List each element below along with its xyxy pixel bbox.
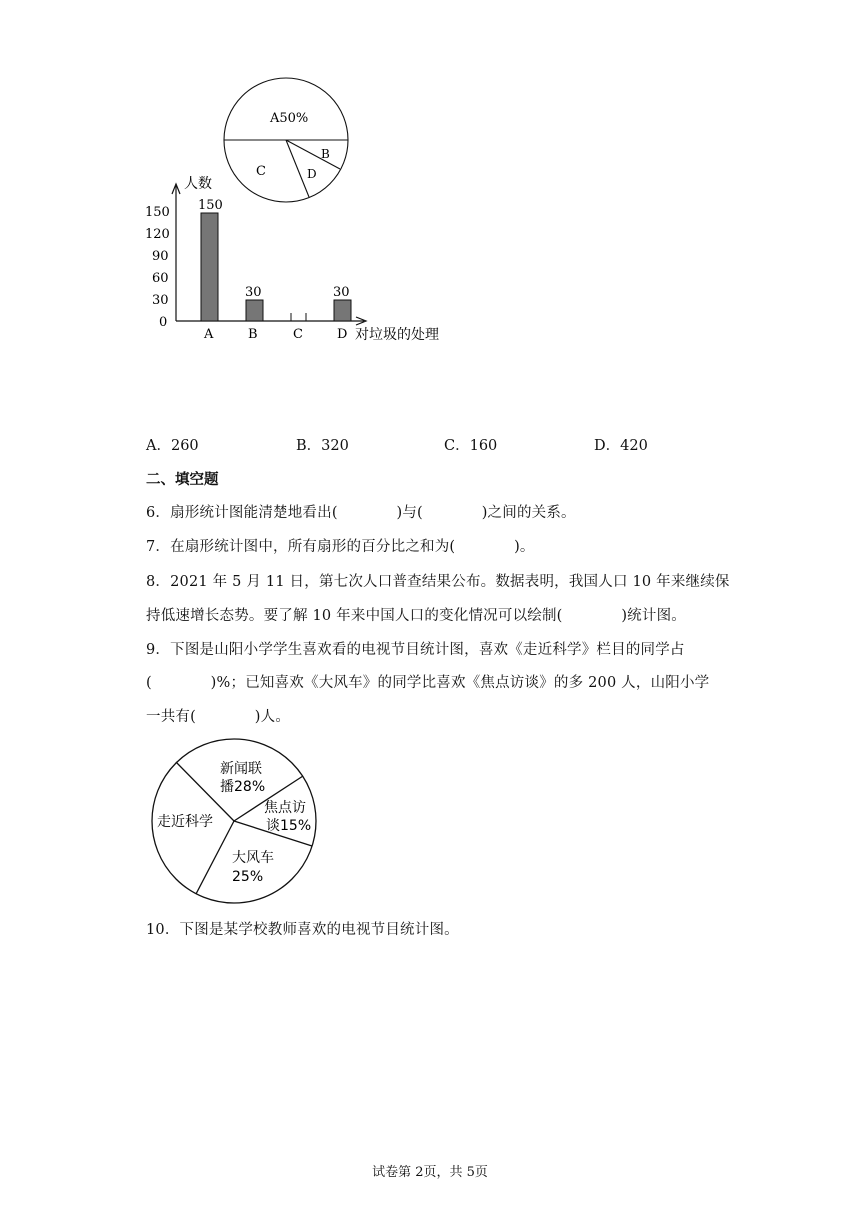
pie2-label-focus-2: 谈15% — [266, 818, 312, 834]
pie2-label-focus-1: 焦点访 — [264, 800, 306, 816]
question-8-line1: 8．2021 年 5 月 11 日，第七次人口普查结果公布。数据表明，我国人口 10 年来继续保 — [146, 574, 730, 590]
data-label-d: 30 — [333, 285, 350, 300]
y-tick-labels — [145, 205, 170, 330]
choice-b: B．320 — [296, 438, 349, 454]
question-8-line2: 持低速增长态势。要了解 10 年来中国人口的变化情况可以绘制( )统计图。 — [146, 608, 686, 624]
question-9-line2: ( )%；已知喜欢《大风车》的同学比喜欢《焦点访谈》的多 200 人，山阳小学 — [146, 675, 710, 691]
pie-label-a: A50% — [270, 111, 309, 126]
x-cat-b: B — [248, 327, 258, 342]
pie-chart-garbage — [224, 78, 348, 202]
tv-program-pie-chart — [146, 735, 326, 910]
pie-label-c: C — [256, 164, 266, 179]
x-cat-d: D — [337, 327, 348, 342]
pie2-label-windmill-1: 大风车 — [232, 850, 274, 866]
bar-a — [201, 213, 218, 321]
pie2-label-news-1: 新闻联 — [220, 761, 262, 777]
data-label-a: 150 — [198, 198, 223, 213]
choice-a: A．260 — [146, 438, 199, 454]
question-9-line3: 一共有( )人。 — [146, 709, 291, 725]
question-9-line1: 9．下图是山阳小学学生喜欢看的电视节目统计图，喜欢《走近科学》栏目的同学占 — [146, 642, 685, 658]
data-label-b: 30 — [245, 285, 262, 300]
page-footer: 试卷第 2页，共 5页 — [372, 1165, 488, 1180]
y-tick-60: 60 — [152, 271, 169, 286]
question-6: 6．扇形统计图能清楚地看出( )与( )之间的关系。 — [146, 505, 576, 521]
bar-ylabel: 人数 — [184, 176, 212, 192]
figure1-chart — [140, 70, 470, 355]
y-tick-150: 150 — [145, 205, 170, 220]
y-tick-0: 0 — [159, 315, 168, 330]
bar-xlabel: 对垃圾的处理 — [355, 327, 439, 343]
pie-label-b: B — [321, 147, 330, 161]
question-7: 7．在扇形统计图中，所有扇形的百分比之和为( )。 — [146, 539, 535, 555]
x-cat-c: C — [293, 327, 303, 342]
pie2-label-science: 走近科学 — [157, 814, 213, 830]
pie2-label-news-2: 播28% — [220, 779, 266, 795]
y-tick-90: 90 — [152, 249, 169, 264]
bar-d — [334, 300, 351, 321]
pie2-label-windmill-2: 25% — [232, 869, 264, 885]
bar-b — [246, 300, 263, 321]
question-10: 10．下图是某学校教师喜欢的电视节目统计图。 — [146, 922, 459, 938]
x-cat-a: A — [204, 327, 214, 342]
y-tick-30: 30 — [152, 293, 169, 308]
pie-label-d: D — [307, 167, 317, 181]
choice-c: C．160 — [444, 438, 498, 454]
section-title: 二、填空题 — [146, 472, 219, 488]
choice-d: D．420 — [594, 438, 648, 454]
y-tick-120: 120 — [145, 227, 170, 242]
